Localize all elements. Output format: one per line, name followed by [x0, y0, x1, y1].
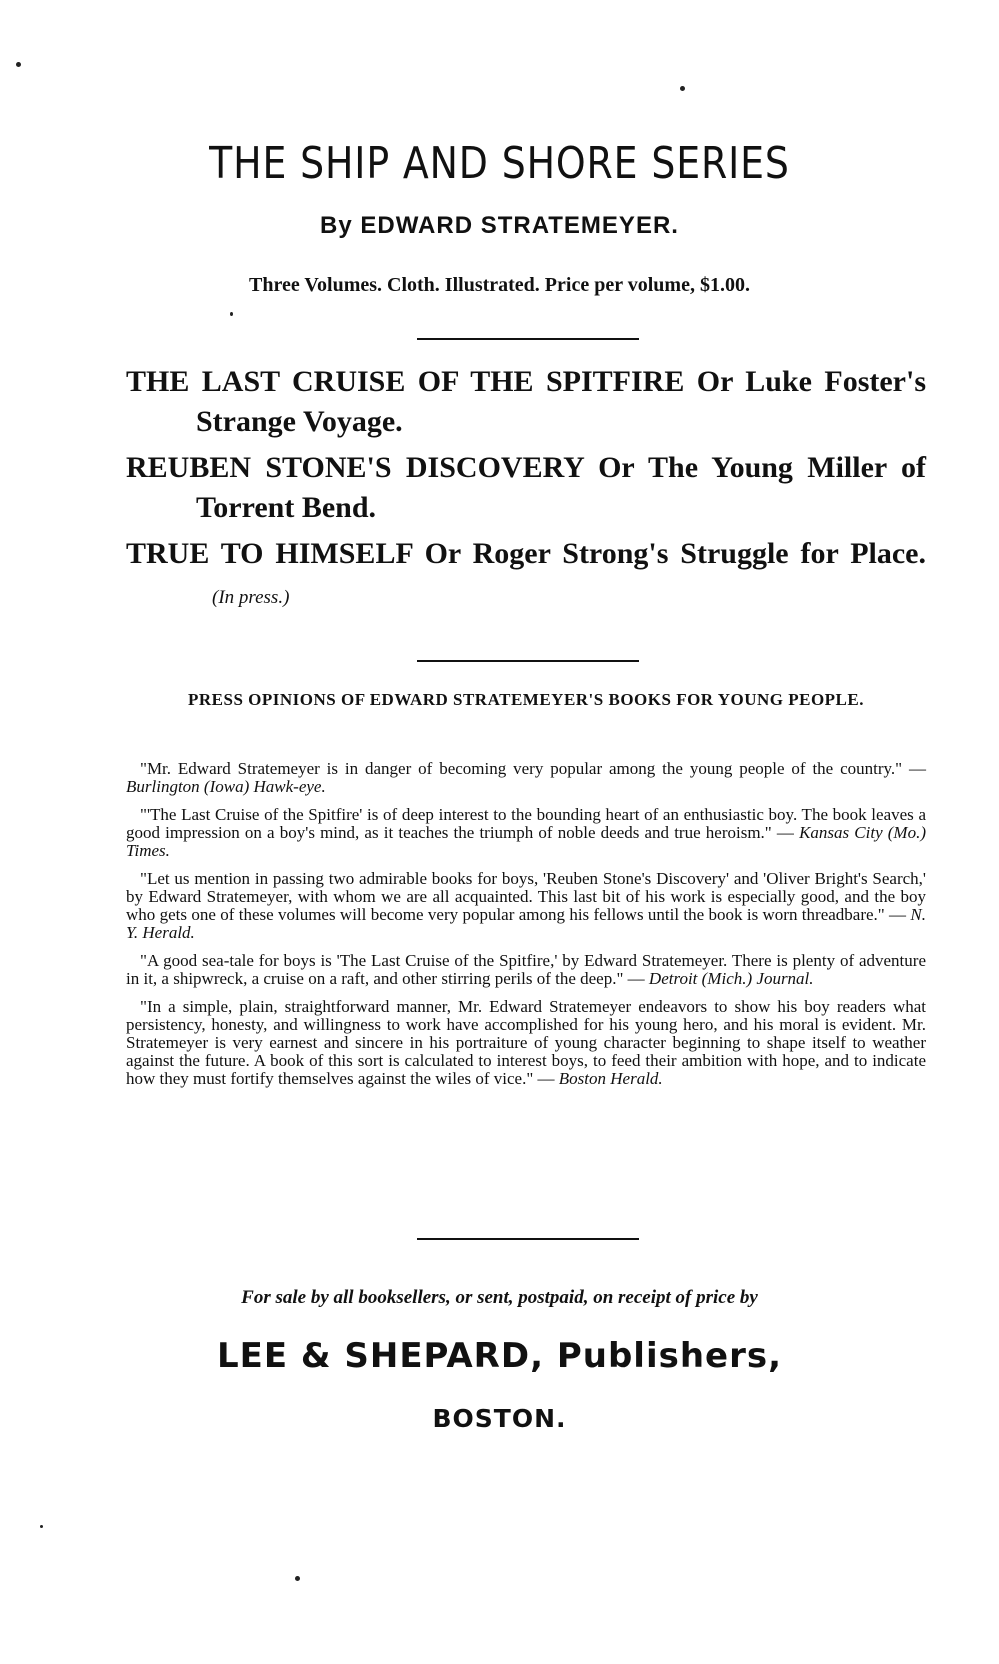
quote-source: N. Y. Herald. [126, 905, 926, 942]
quote-text: "Mr. Edward Stratemeyer is in danger of becoming very popular among the young people of the country." — [140, 759, 926, 778]
book-subtitle: Or Luke Foster's Strange Voyage. [196, 365, 927, 438]
book-list [126, 362, 926, 624]
book-entry [126, 448, 926, 528]
press-quote [126, 998, 926, 1088]
quote-text: "A good sea-tale for boys is 'The Last Cruise of the Spitfire,' by Edward Stratemeyer. There is plenty of adventure in it, a shipwreck, a cruise on a raft, and other stirring perils of the deep." — [126, 951, 926, 988]
book-title: THE LAST CRUISE OF THE SPITFIRE [126, 365, 685, 398]
publisher-name: LEE & SHEPARD, Publishers, [216, 1336, 783, 1376]
press-quote [126, 952, 926, 988]
quote-source: Kansas City (Mo.) Times. [126, 823, 927, 860]
book-entry [126, 534, 926, 618]
author-byline: By EDWARD STRATEMEYER. [320, 212, 679, 239]
press-opinions-heading: PRESS OPINIONS OF EDWARD STRATEMEYER'S BOOKS FOR YOUNG PEOPLE. [188, 690, 864, 709]
book-subtitle: Or Roger Strong's Struggle for Place. [424, 537, 926, 570]
volumes-price-line: Three Volumes. Cloth. Illustrated. Price per volume, $1.00. [249, 274, 750, 296]
quote-text: "Let us mention in passing two admirable books for boys, 'Reuben Stone's Discovery' and 'Oliver Bright's Search,' by Edward Stratemeyer, with whom we are all acquainted. This last bit of his work is especially good, and the boy who gets one of these volumes will become very popular among his fellows until the book is worn threadbare." — [126, 869, 926, 924]
book-entry [126, 362, 926, 442]
press-quote [126, 760, 926, 796]
quote-source: Detroit (Mich.) Journal. [648, 969, 814, 988]
scan-speck [680, 86, 685, 91]
divider-rule [417, 660, 639, 662]
series-title: THE SHIP AND SHORE SERIES [209, 138, 790, 189]
divider-rule [417, 338, 639, 340]
divider-rule [417, 1238, 639, 1240]
scan-speck [230, 312, 233, 316]
book-subtitle: Or The Young Miller of Torrent Bend. [196, 451, 927, 524]
press-quotes [126, 760, 926, 1098]
quote-text: "'The Last Cruise of the Spitfire' is of deep interest to the bounding heart of an enthusiastic boy. The book leaves a good impression on a boy's mind, as it teaches the triumph of noble deeds and true heroism." — [126, 805, 926, 842]
sale-notice: For sale by all booksellers, or sent, postpaid, on receipt of price by [241, 1287, 758, 1308]
publisher-city: BOSTON. [432, 1404, 567, 1433]
press-quote [126, 870, 926, 942]
quote-source: Burlington (Iowa) Hawk-eye. [126, 777, 326, 796]
quote-source: Boston Herald. [558, 1069, 663, 1088]
scan-speck [40, 1525, 43, 1528]
scan-speck [16, 62, 21, 67]
quote-text: "In a simple, plain, straightforward manner, Mr. Edward Stratemeyer endeavors to show his boy readers what persistency, honesty, and willingness to work have accomplished for his young hero, and his moral is evident. Mr. Stratemeyer is very earnest and sincere in his portraiture of young character beginning to shape itself to weather against the future. A book of this sort is calculated to interest boys, to feed their ambition with hope, and to indicate how they must fortify themselves against the wiles of vice." — [126, 997, 926, 1088]
scan-speck [295, 1576, 300, 1581]
book-title: REUBEN STONE'S DISCOVERY [126, 451, 584, 484]
book-title: TRUE TO HIMSELF [126, 537, 413, 570]
press-quote [126, 806, 926, 860]
book-press-note: (In press.) [212, 587, 290, 608]
